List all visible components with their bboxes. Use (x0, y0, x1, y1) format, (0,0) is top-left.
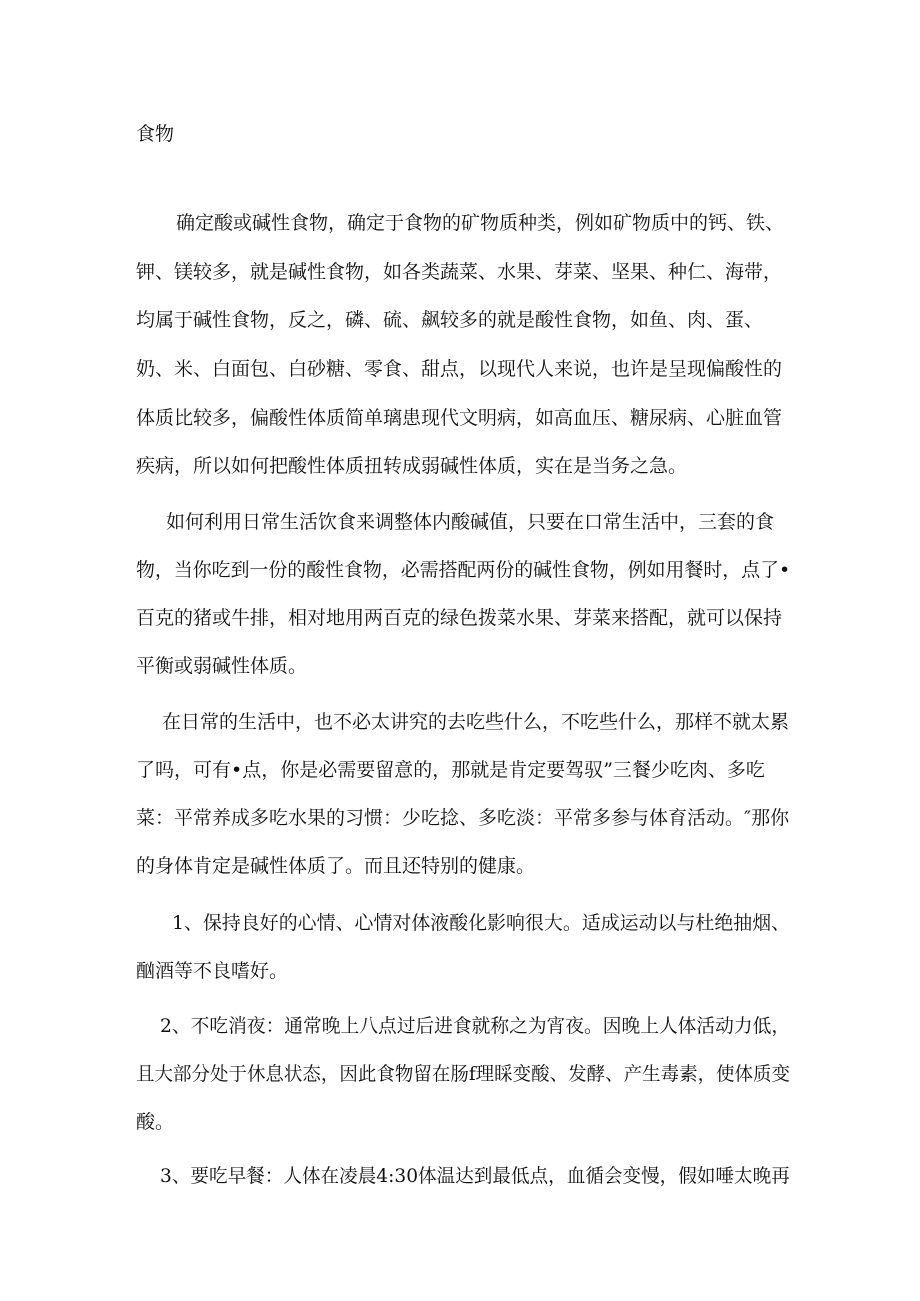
text-line: 的身体肯定是碱性体质了。而且还特别的健康。 (136, 855, 536, 877)
text-line: 如何利用日常生活饮食来调整体内酸碱值，只要在口常生活中，三套的食 (166, 511, 775, 533)
text-line: 2、不吃消夜：通常晚上八点过后进食就称之为宵夜。因晚上人体活动力低， (160, 1015, 791, 1037)
text-line: 奶、米、白面包、白砂糖、零食、甜点，以现代人来说，也许是呈现偏酸性的 (136, 358, 783, 380)
text-line: 了吗，可有•点，你是必需要留意的，那就是肯定要驾驭”三餐少吃肉、多吃 (136, 759, 765, 781)
text-line: 确定酸或碱性食物，确定于食物的矿物质种类，例如矿物质中的钙、铁、 (176, 212, 785, 234)
text-line: 酸。 (136, 1111, 175, 1133)
text-line: 疾病，所以如何把酸性体质扭转成弱碱性体质，实在是当务之急。 (136, 455, 688, 477)
text-line: 且大部分处于休息状态，因此食物留在肠f理睬变酸、发酵、产生毒素，使体质变 (136, 1063, 791, 1085)
text-line: 在日常的生活中，也不必太讲究的去吃些什么，不吃些什么，那样不就太累 (162, 711, 790, 733)
text-line: 均属于碱性食物，反之，磷、硫、飙较多的就是酸性食物，如鱼、肉、蛋、 (136, 309, 764, 331)
text-line: 1、保持良好的心情、心情对体液酸化影响很大。适成运动以与杜绝抽烟、 (172, 912, 791, 934)
text-line: 平衡或弱碱性体质。 (136, 655, 308, 677)
text-line: 物，当你吃到一份的酸性食物，必需搭配两份的碱性食物，例如用餐时，点了• (136, 559, 791, 581)
text-line: 钾、镁较多，就是碱性食物，如各类蔬菜、水果、芽菜、坚果、种仁、海带， (136, 261, 783, 283)
page-title: 食物 (136, 123, 175, 145)
text-line: 3、要吃早餐：人体在凌晨4:30体温达到最低点，血循会变慢，假如唾太晚再 (160, 1165, 790, 1187)
text-line: 体质比较多，偏酸性体质简单璃患现代文明病，如高血压、糖尿病、心脏血管 (136, 407, 783, 429)
text-line: 百克的猪或牛排，相对地用两百克的绿色拨菜水果、芽菜来搭配，就可以保持 (136, 607, 783, 629)
text-line: 菜：平常养成多吃水果的习惯：少吃捻、多吃淡：平常多参与体育活动。″那你 (136, 807, 790, 829)
text-line: 酗酒等不良嗜好。 (136, 960, 289, 982)
